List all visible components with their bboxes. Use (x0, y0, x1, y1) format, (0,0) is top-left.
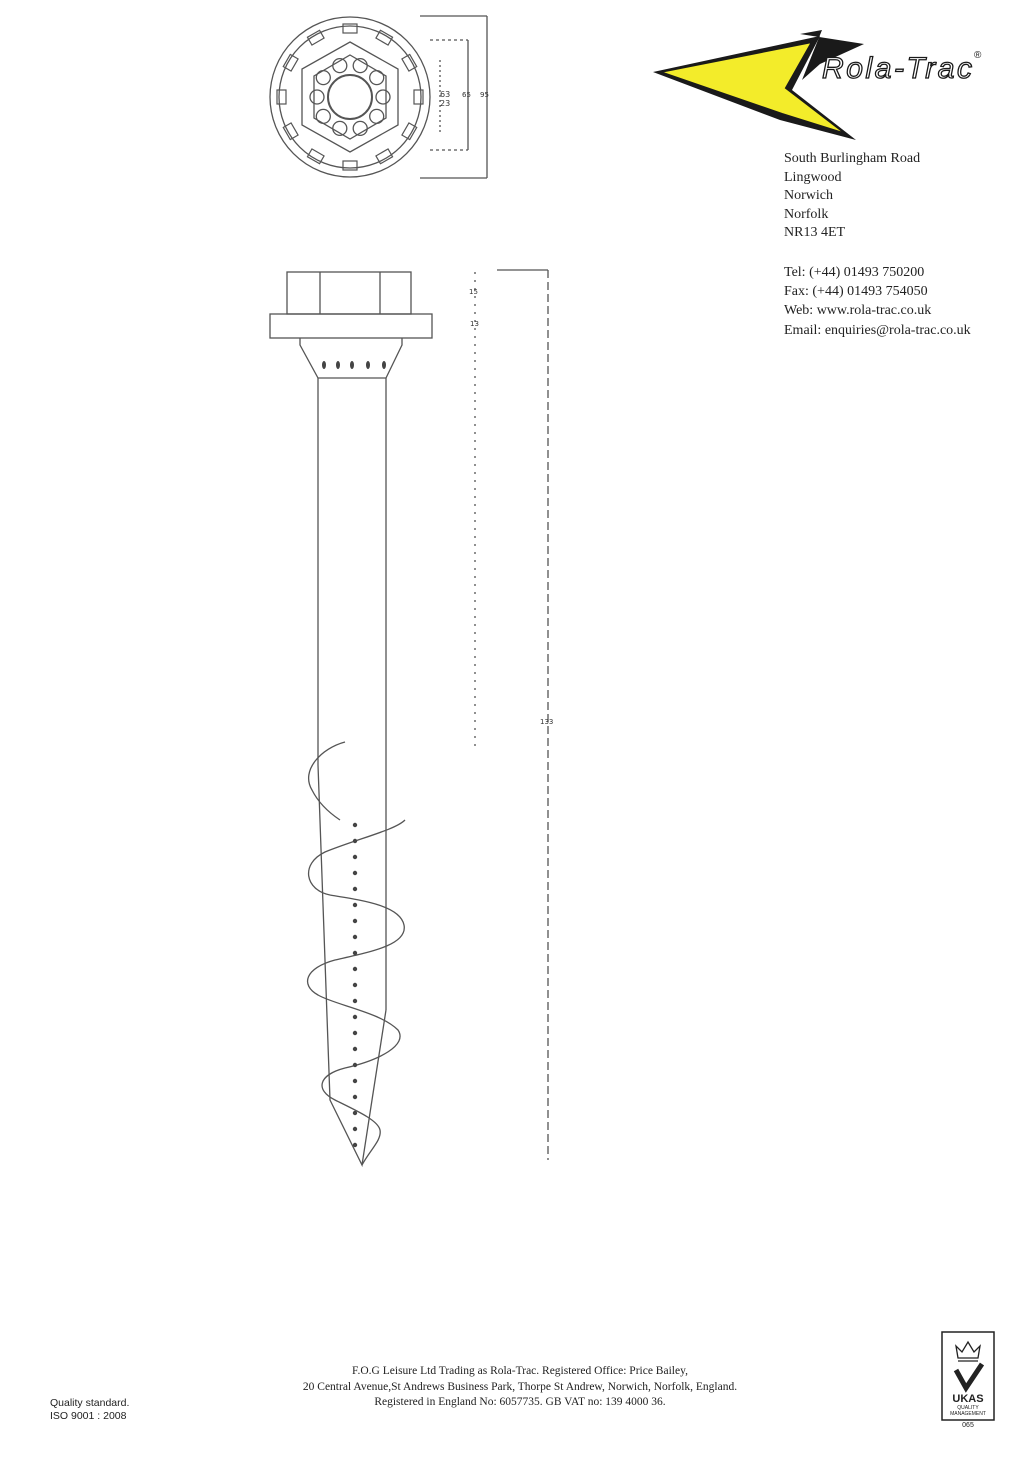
logo-swoosh (653, 30, 864, 140)
auger-dot (353, 935, 357, 939)
flange-slot (343, 24, 357, 33)
address-postcode: NR13 4ET (784, 225, 846, 241)
auger-dot (353, 951, 357, 955)
auger-dot (353, 1111, 357, 1115)
auger-dot (353, 839, 357, 843)
auger-dot (353, 1143, 357, 1147)
collar-hole (350, 361, 354, 369)
auger-dot (353, 1031, 357, 1035)
top-view (270, 16, 487, 178)
footer-line-2: 20 Central Avenue,St Andrews Business Park, Thorpe St Andrew, Norwich, Norfolk, England. (302, 1380, 738, 1393)
auger-dot (353, 983, 357, 987)
bolt-holes (310, 59, 390, 136)
collar-hole (382, 361, 386, 369)
auger-dot (353, 855, 357, 859)
auger-dot (353, 1095, 357, 1099)
dim-label-65: 65 (462, 91, 471, 99)
auger-dot (353, 823, 357, 827)
ukas-title: UKAS (952, 1393, 984, 1405)
company-address (784, 150, 920, 243)
footer-line-3: Registered in England No: 6057735. GB VAT no: 139 4000 36. (374, 1396, 666, 1408)
dim-label-15: 15 (469, 288, 478, 296)
auger-dot (353, 967, 357, 971)
logo-brand-text: Rola-Trac (822, 52, 972, 85)
collar-hole (336, 361, 340, 369)
registered-office-footer (230, 1364, 810, 1411)
bolt-hole (376, 90, 390, 104)
collar-hole (366, 361, 370, 369)
auger-dot (353, 887, 357, 891)
rola-trac-logo (650, 22, 1020, 152)
checkmark-icon (956, 1364, 982, 1388)
collar-hole (322, 361, 326, 369)
auger-dot (353, 919, 357, 923)
contact-email[interactable]: Email: enquiries@rola-trac.co.uk (784, 322, 971, 338)
quality-standard (50, 1397, 129, 1422)
dim-label-23: 23 (440, 99, 451, 108)
auger-dot (353, 1127, 357, 1131)
auger-dot (353, 1063, 357, 1067)
dim-label-95: 95 (480, 91, 489, 99)
contact-fax: Fax: (+44) 01493 754050 (784, 284, 928, 300)
auger-dot (353, 999, 357, 1003)
dim-label-13: 13 (470, 320, 479, 328)
bolt-hole (310, 90, 324, 104)
bolt-hole (316, 109, 330, 123)
bolt-hole (316, 71, 330, 85)
flange-slots (277, 24, 423, 170)
auger-dot (353, 871, 357, 875)
dim-label-63: 63 (440, 90, 451, 99)
auger-dot (353, 903, 357, 907)
contact-web[interactable]: Web: www.rola-trac.co.uk (784, 303, 932, 319)
quality-label: Quality standard. (50, 1397, 130, 1409)
bolt-hole (370, 71, 384, 85)
company-contact (784, 263, 971, 340)
crown-icon (956, 1342, 980, 1361)
address-street: South Burlingham Road (784, 151, 921, 166)
quality-iso: ISO 9001 : 2008 (50, 1409, 127, 1422)
collar-holes (322, 361, 386, 369)
auger-dot (353, 1047, 357, 1051)
auger-dots (353, 823, 357, 1147)
dim-label-133: 133 (540, 718, 554, 726)
logo-registered-mark: ® (974, 50, 982, 61)
ukas-badge (940, 1330, 996, 1434)
ukas-number: 065 (962, 1422, 974, 1429)
address-village: Lingwood (784, 169, 842, 185)
ukas-subtitle-2: MANAGEMENT (950, 1411, 986, 1417)
auger-dot (353, 1079, 357, 1083)
footer-line-1: F.O.G Leisure Ltd Trading as Rola-Trac. Registered Office: Price Bailey, (352, 1365, 688, 1377)
ukas-subtitle-1: QUALITY (957, 1405, 979, 1411)
contact-tel: Tel: (+44) 01493 750200 (784, 265, 925, 280)
address-county: Norfolk (784, 206, 829, 222)
auger-dot (353, 1015, 357, 1019)
bolt-hole (370, 109, 384, 123)
address-city: Norwich (784, 188, 833, 204)
side-view (270, 270, 548, 1165)
